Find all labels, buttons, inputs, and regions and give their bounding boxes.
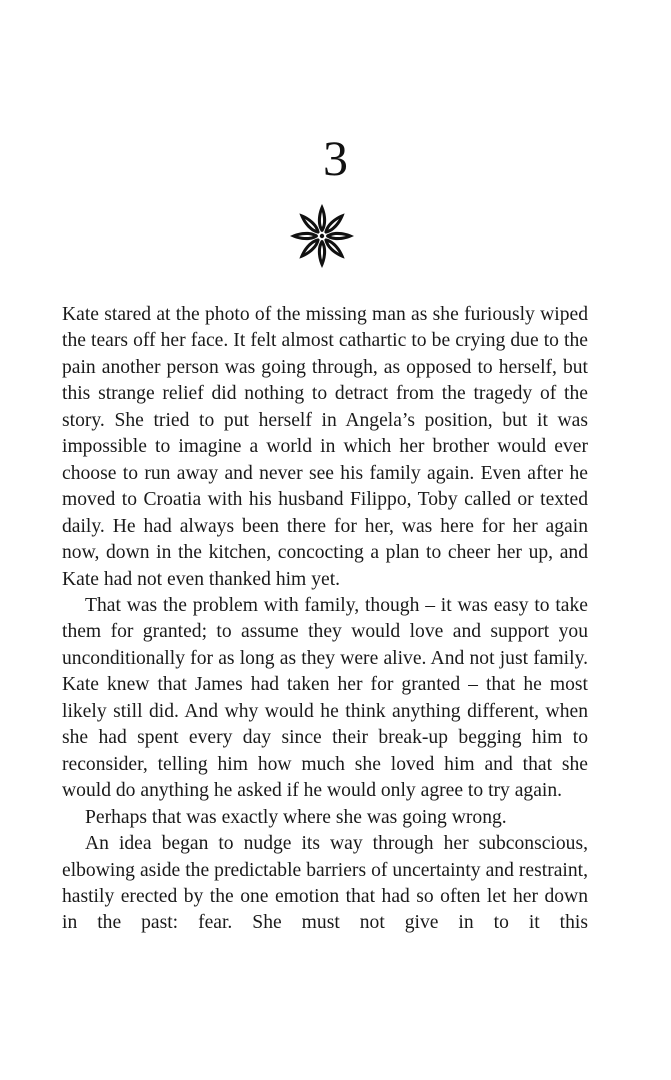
- paragraph: Perhaps that was exactly where she was going wrong.: [85, 806, 507, 828]
- chapter-body-text: [62, 302, 588, 937]
- eight-petal-flower-icon: [289, 203, 355, 269]
- paragraph: An idea began to nudge its way through her subconscious, elbowing aside the predictable barriers of uncertainty and restraint, hastily erected by the one emotion that had so often let her down in the past: fear. She must not give in to it this: [62, 833, 588, 934]
- paragraph: Kate stared at the photo of the missing man as she furiously wiped the tears off her face. It felt almost cathartic to be crying due to the pain another person was going through, as opposed to herself, but this strange relief did nothing to detract from the tragedy of the story. She tried to put herself in Angela’s position, but it was impossible to imagine a world in which her brother would ever choose to run away and never see his family again. Even after he moved to Croatia with his husband Filippo, Toby called or texted daily. He had always been there for her, was here for her again now, down in the kitchen, concocting a plan to cheer her up, and Kate had not even thanked him yet.: [62, 304, 588, 590]
- paragraph: That was the problem with family, though – it was easy to take them for granted; to assume they would love and support you unconditionally for as long as they were alive. And not just family. Kate knew that James had taken her for granted – that he most likely still did. And why would he think anything different, when she had spent every day since their break-up begging him to reconsider, telling him how much she loved him and that she would do anything he asked if he would only agree to try again.: [62, 594, 588, 802]
- chapter-number: 3: [323, 130, 348, 186]
